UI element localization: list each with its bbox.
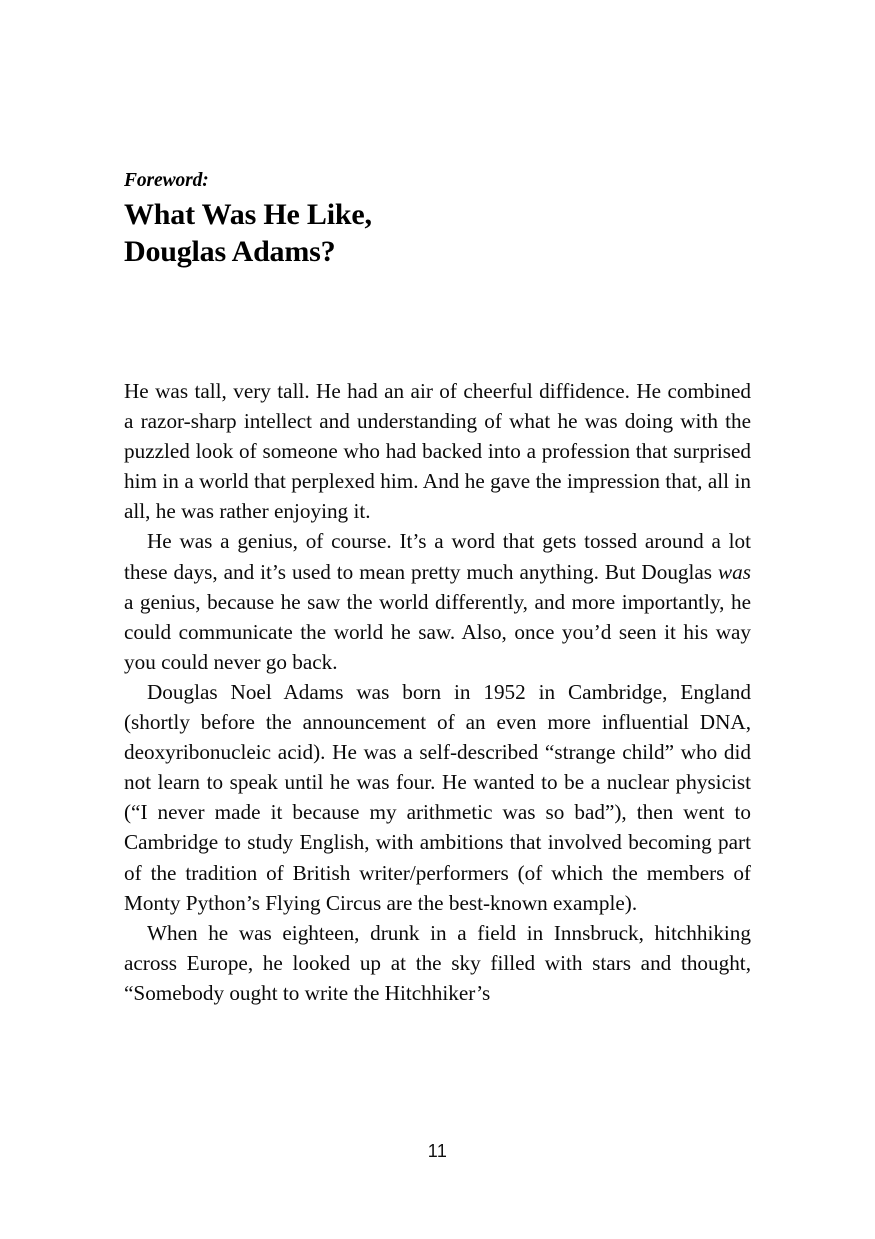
- paragraph-text: He was a genius, of course. It’s a word that gets tossed around a lot these days, and it’s used to mean pretty much anything. But Douglas: [124, 529, 751, 584]
- body-paragraph: [124, 526, 751, 676]
- foreword-label: Foreword:: [124, 170, 209, 191]
- paragraph-text: He was tall, very tall. He had an air of cheerful diffidence. He combined a razor-sharp intellect and understanding of what he was doing with the puzzled look of someone who had backed into a profession that surprised him in a world that perplexed him. And he gave the impression that, all in all, he was rather enjoying it.: [124, 379, 751, 524]
- paragraph-text: Douglas Noel Adams was born in 1952 in Cambridge, England (shortly before the announcement of an even more influential DNA, deoxyribonucleic acid). He was a self-described “strange child” who did not learn to speak until he was four. He wanted to be a nuclear physicist (“I never made it because my arithmetic was so bad”), then went to Cambridge to study English, with ambitions that involved becoming part of the tradition of British writer/performers (of which the members of Monty Python’s Flying Circus are the best-known example).: [124, 679, 751, 915]
- emphasised-text: was: [718, 559, 751, 584]
- body-paragraph: [124, 677, 751, 918]
- paragraph-text: When he was eighteen, drunk in a field in Innsbruck, hitchhiking across Europe, he looked up at the sky filled with stars and thought, “Somebody ought to write the Hitchhiker’s: [124, 920, 751, 1005]
- page-title: [124, 196, 754, 270]
- body-paragraph: [124, 376, 751, 526]
- paragraph-text: a genius, because he saw the world differently, and more importantly, he could communicate the world he saw. Also, once you’d seen it his way you could never go back.: [124, 589, 751, 674]
- page-title-line-2: Douglas Adams?: [124, 235, 336, 268]
- body-paragraph: [124, 918, 751, 1008]
- page-number: 11: [427, 1141, 448, 1161]
- body-text-block: [124, 376, 751, 1008]
- chapter-heading-block: [124, 168, 754, 270]
- page-title-line-1: What Was He Like,: [124, 198, 372, 231]
